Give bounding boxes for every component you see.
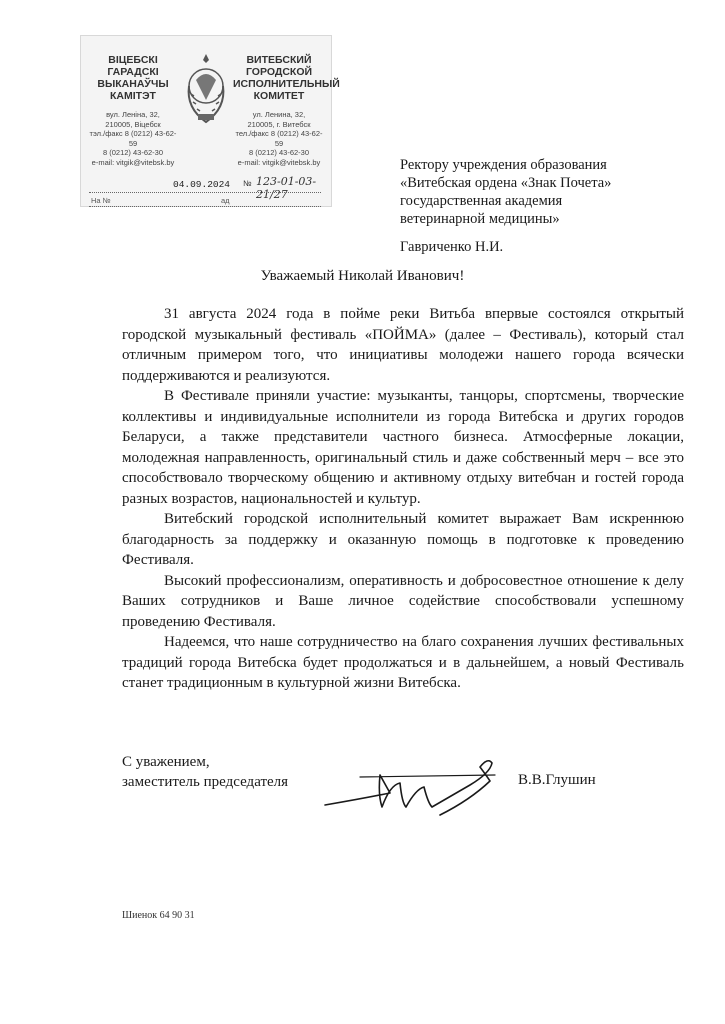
signer-title: заместитель председателя [122, 774, 289, 790]
closing-salutation: С уважением, [122, 754, 210, 770]
lh-left-addr-line: 8 (0212) 43-62-30 [102, 148, 164, 157]
recipient-line: Ректору учреждения образования [400, 157, 607, 173]
document-date: 04.09.2024 [173, 179, 231, 190]
lh-right-name-line: ГОРОДСКОЙ [245, 66, 313, 78]
lh-right-name-line: ИСПОЛНИТЕЛЬНЫЙ [233, 78, 340, 90]
body-paragraph: В Фестивале приняли участие: музыканты, танцоры, спортсмены, творческие коллективы и индивидуальные исполнители из города Витебска и других городов Беларуси, а также представители частного бизнеса. Атмосферные локации, молодежная направленность, оригинальный стиль и даже собственный мерч – все это способствовало творческому общению и активному отдыху витебчан и гостей города разных возрастов, национальностей и культур. [122, 388, 684, 507]
letterhead-left-name [87, 54, 179, 102]
signer-name: В.В.Глушин [518, 772, 596, 788]
lh-left-name-line: КАМІТЭТ [110, 90, 156, 102]
closing-block [122, 752, 288, 792]
letterhead-left-address [87, 110, 179, 167]
body-paragraph: Надеемся, что наше сотрудничество на благо сохранения лучших фестивальных традиций города Витебска будет продолжаться и в дальнейшем, а новый Фестиваль станет традиционным в культурной жизни Витебска. [122, 634, 684, 691]
date-underline [89, 192, 321, 193]
executor-note: Шиенок 64 90 31 [122, 910, 195, 921]
handwritten-signature [320, 755, 510, 820]
greeting: Уважаемый Николай Иванович! [260, 268, 465, 284]
lh-left-name-line: ГАРАДСКІ [107, 66, 159, 78]
lh-right-name-line: КОМИТЕТ [253, 90, 305, 102]
lh-right-addr-line: 210005, г. Витебск [247, 119, 311, 129]
reference-underline [89, 206, 321, 207]
lh-right-addr-line: тел./факс 8 (0212) 43-62-59 [235, 129, 323, 148]
lh-right-addr-line: 8 (0212) 43-62-30 [248, 148, 310, 157]
letterhead-right-block [233, 54, 340, 167]
recipient-line: государственная академия [400, 193, 563, 209]
letterhead-left-block [87, 54, 179, 167]
body-paragraph: 31 августа 2024 года в пойме реки Витьба впервые состоялся открытый городской музыкальный фестиваль «ПОЙМА» (далее – Фестиваль), который стал отличным примером того, что инициативы молодежи нашего города всячески поддерживаются и реализуются. [122, 306, 684, 384]
letterhead-right-address [233, 110, 325, 167]
lh-right-addr-line: e-mail: vitgik@vitebsk.by [237, 157, 321, 167]
body-paragraph: Высокий профессионализм, оперативность и добросовестное отношение к делу Ваших сотрудников и Ваше личное содействие способствовали успешному проведению Фестиваля. [122, 572, 684, 630]
body-paragraph: Витебский городской исполнительный комитет выражает Вам искреннюю благодарность за поддержку и оказанную помощь в подготовке к проведению Фестиваля. [122, 511, 684, 568]
lh-left-addr-line: 210005, Віцебск [105, 119, 161, 129]
lh-left-name-line: ВІЦЕБСКІ [108, 54, 158, 66]
reference-from-label: ад [221, 196, 230, 205]
letter-body [122, 304, 684, 694]
recipient-line: ветеринарной медицины» [400, 211, 560, 227]
lh-left-name-line: ВЫКАНАЎЧЫ [97, 78, 169, 90]
document-number: 123-01-03-21/27 [256, 175, 317, 201]
recipient-name: Гавриченко Н.И. [400, 239, 504, 255]
lh-right-addr-line: ул. Ленина, 32, [252, 110, 306, 119]
letterhead-right-name [233, 54, 340, 102]
lh-left-addr-line: e-mail: vitgik@vitebsk.by [91, 157, 175, 167]
lh-left-addr-line: вул. Леніна, 32, [106, 110, 160, 119]
letterhead-stamp [80, 35, 340, 207]
recipient-block [400, 156, 700, 256]
lh-right-name-line: ВИТЕБСКИЙ [246, 54, 312, 66]
reference-number-label: На № [91, 196, 111, 205]
recipient-line: «Витебская ордена «Знак Почета» [400, 175, 612, 191]
state-emblem-icon [180, 50, 232, 146]
document-number-label: № [243, 179, 252, 188]
lh-left-addr-line: тэл./факс 8 (0212) 43-62-59 [89, 129, 177, 148]
